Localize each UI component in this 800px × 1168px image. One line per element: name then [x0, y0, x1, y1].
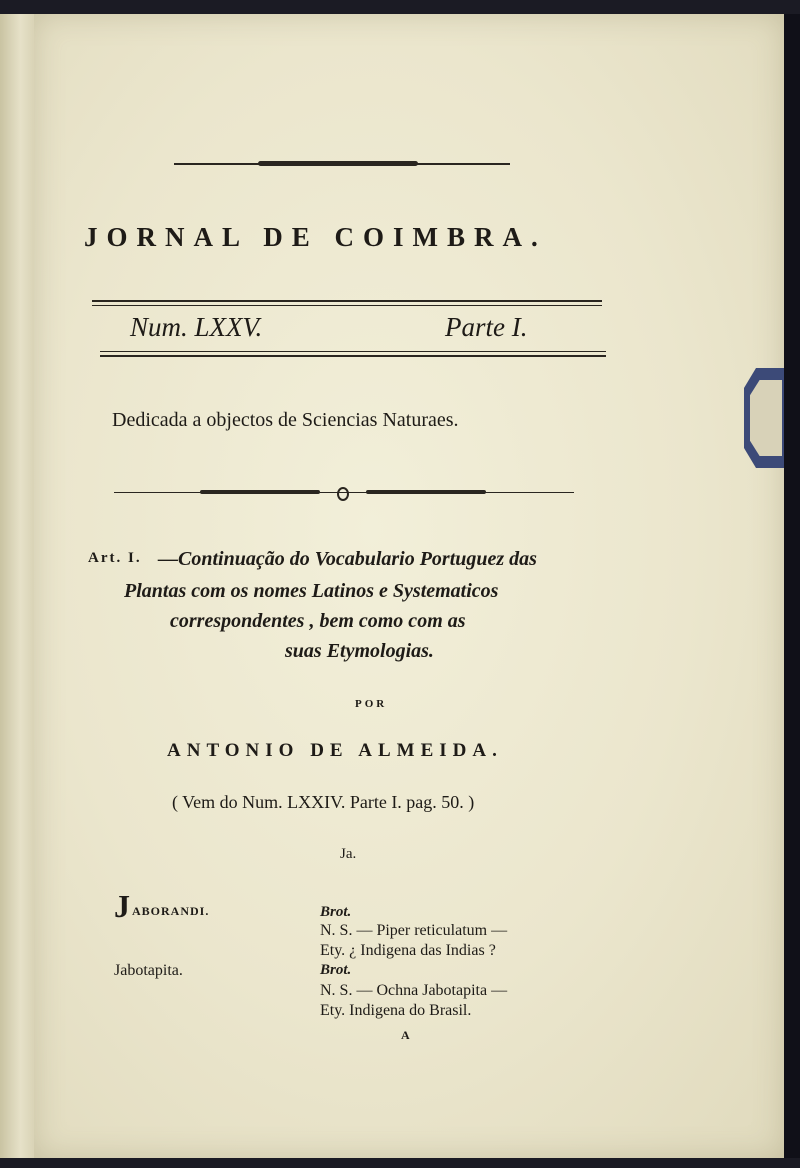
issue-part: Parte I. [445, 312, 528, 342]
ornament-divider-left [200, 490, 320, 494]
section-heading: Ja. [340, 846, 357, 862]
bookmark-tab-inner [750, 380, 782, 456]
ornament-divider-center [337, 487, 349, 501]
issue-rule-bottom-1 [100, 351, 606, 352]
entry-2-ns: N. S. — Ochna Jabotapita — [320, 982, 508, 999]
entry-1-name: ABORANDI. [132, 904, 210, 918]
dedication: Dedicada a objectos de Sciencias Naturaes. [112, 409, 459, 431]
issue-rule-bottom-2 [100, 355, 606, 357]
journal-title: JORNAL DE COIMBRA. [84, 222, 547, 252]
signature-mark: A [401, 1028, 410, 1042]
entry-2-ety: Ety. Indigena do Brasil. [320, 1002, 472, 1019]
article-title-line-2: Plantas com os nomes Latinos e Systematicos [124, 580, 499, 602]
article-title-line-1: —Continuação do Vocabulario Portuguez das [158, 548, 537, 570]
top-rule-thick [258, 161, 418, 166]
issue-rule-top-1 [92, 300, 602, 302]
entry-2-name: Jabotapita. [114, 962, 183, 979]
entry-1-ety: Ety. ¿ Indigena das Indias ? [320, 942, 496, 959]
facing-page-edge [0, 14, 35, 1158]
issue-rule-top-2 [92, 305, 602, 306]
entry-1-initial: J [114, 888, 130, 924]
entry-1-ns: N. S. — Piper reticulatum — [320, 922, 508, 939]
entry-2-authority: Brot. [320, 962, 352, 978]
issue-number: Num. LXXV. [130, 312, 263, 342]
continued-from: ( Vem do Num. LXXIV. Parte I. pag. 50. ) [172, 792, 475, 812]
article-title-line-4: suas Etymologias. [285, 640, 434, 662]
ornament-divider-right [366, 490, 486, 494]
book-edge [784, 14, 800, 1158]
byline-por: POR [355, 698, 388, 710]
entry-1-authority: Brot. [320, 904, 352, 920]
article-title-line-3: correspondentes , bem como com as [170, 610, 466, 632]
article-label: Art. I. [88, 550, 142, 566]
author-name: ANTONIO DE ALMEIDA. [167, 740, 503, 761]
